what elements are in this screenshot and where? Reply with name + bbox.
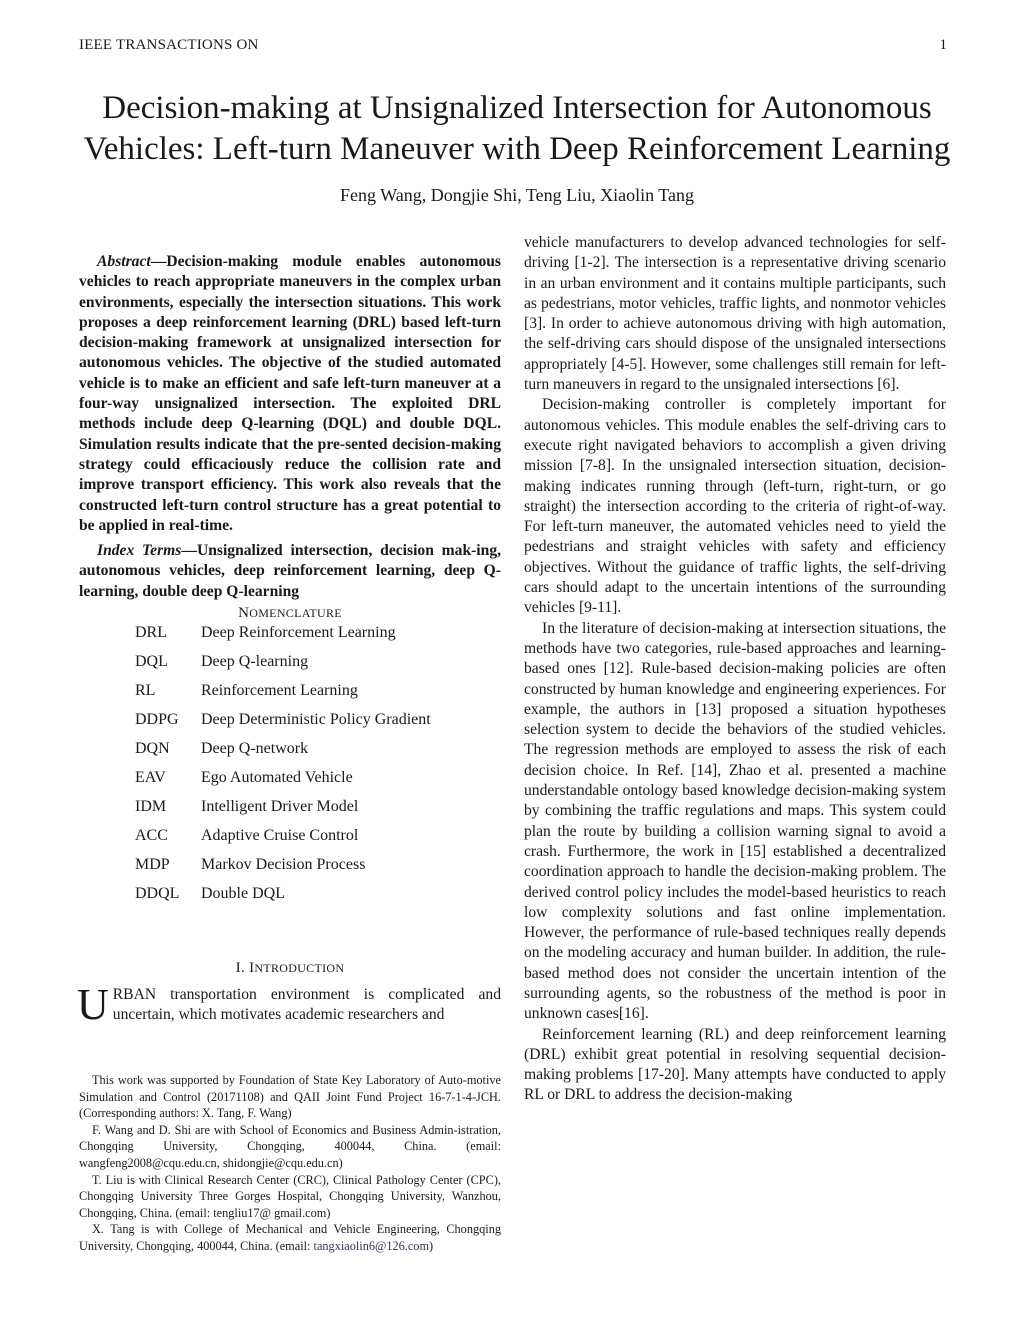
nomenclature-row bbox=[135, 797, 431, 826]
body-paragraph: vehicle manufacturers to develop advanced technologies for self-driving [1-2]. The intersection is a representative driving scenario in an urban environment and it contains multiple participants, such as pedestrians, motor vehicles, traffic lights, and nonmotor vehicles [3]. In order to achieve autonomous driving with high automation, the self-driving cars should dispose of the unsignaled intersections appropriately [4-5]. However, some challenges still remain for left-turn maneuvers in regard to the unsignaled intersections [6]. bbox=[524, 234, 946, 394]
nomenclature-row bbox=[135, 710, 431, 739]
nomenclature-meaning: Deep Q-network bbox=[201, 740, 309, 758]
title-line-1: Decision-making at Unsignalized Intersection for Autonomous bbox=[102, 90, 932, 126]
nomenclature-abbr: IDM bbox=[135, 798, 167, 816]
introduction-heading bbox=[79, 958, 501, 978]
page-number: 1 bbox=[939, 37, 947, 53]
author-list: Feng Wang, Dongjie Shi, Teng Liu, Xiaolin Tang bbox=[339, 185, 694, 205]
nomenclature-row bbox=[135, 826, 431, 855]
nomenclature-abbr: EAV bbox=[135, 769, 166, 787]
footnote-affiliation-liu: T. Liu is with Clinical Research Center (CRC), Clinical Pathology Center (CPC), Chongqing University Three Gorges Hospital, Chongqing University, Wanzhou, Chongqing, China. (email: tengliu17@ gmail.com) bbox=[79, 1172, 501, 1220]
index-terms-text: Unsignalized intersection, decision mak-ing, autonomous vehicles, deep reinforcement learning, deep Q-learning, double deep Q-learning bbox=[79, 542, 502, 600]
nomenclature-row bbox=[135, 768, 431, 797]
index-terms-dash: — bbox=[181, 542, 197, 560]
footnotes bbox=[79, 1072, 501, 1255]
introduction-first-paragraph bbox=[77, 979, 501, 1029]
introduction-number: I. bbox=[235, 960, 246, 977]
nomenclature-abbr: DDQL bbox=[135, 885, 180, 903]
nomenclature-meaning: Deep Q-learning bbox=[201, 653, 309, 671]
nomenclature-row bbox=[135, 652, 431, 681]
right-column bbox=[524, 233, 946, 1106]
index-terms bbox=[79, 541, 501, 602]
footnote-tang-close: ) bbox=[429, 1238, 434, 1253]
nomenclature-meaning: Adaptive Cruise Control bbox=[201, 827, 359, 845]
footnote-tang-email: tangxiaolin6@126.com bbox=[313, 1238, 430, 1253]
nomenclature-meaning: Ego Automated Vehicle bbox=[201, 769, 353, 787]
nomenclature-abbr: MDP bbox=[135, 856, 170, 874]
nomenclature-heading-rest: OMENCLATURE bbox=[249, 606, 342, 621]
body-paragraph: Reinforcement learning (RL) and deep reinforcement learning (DRL) exhibit great potential in resolving sequential decision-making problems [17-20]. Many attempts have conducted to apply RL or DRL to address the decision-making bbox=[524, 1025, 946, 1104]
drop-cap: U bbox=[77, 979, 109, 1029]
nomenclature-heading-initial: N bbox=[238, 605, 250, 622]
abstract-label: Abstract bbox=[97, 253, 151, 270]
body-paragraph: In the literature of decision-making at intersection situations, the methods have two categories, rule-based approaches and learning-based ones [12]. Rule-based decision-making policies are often constructed by human knowledge and engineering experiences. For example, the authors in [13] proposed a situation hypotheses selection system to decide the behaviors of the studied vehicles. The regression methods are employed to assess the risk of each decision choice. In Ref. [14], Zhao et al. presented a machine understandable ontology based knowledge decision-making system by combining the traffic regulations and maps. This system could plan the route by building a collision warning signal to avoid a crash. Furthermore, the work in [15] established a decentralized coordination approach to handle the decision-making problem. The derived control policy includes the model-based heuristics to reach low complexity solutions and fast online implementation. However, the performance of rule-based techniques really depends on the modeling accuracy and human builder. In addition, the rule-based method does not consider the uncertain intention of the surrounding agents, so the robustness of the method is poor in unknown cases[16]. bbox=[524, 619, 946, 1023]
introduction-heading-rest: NTRODUCTION bbox=[254, 961, 345, 976]
footnote-funding: This work was supported by Foundation of State Key Laboratory of Auto-motive Simulation and Control (20171108) and QAII Joint Fund Project 16-7-1-4-JCH. (Corresponding authors: X. Tang, F. Wang) bbox=[79, 1073, 501, 1121]
paper-title bbox=[40, 88, 994, 170]
nomenclature-meaning: Deep Deterministic Policy Gradient bbox=[201, 711, 431, 729]
nomenclature-row bbox=[135, 681, 431, 710]
footnote-affiliation-tang bbox=[79, 1221, 501, 1254]
abstract-text: Decision-making module enables autonomous vehicles to reach appropriate maneuvers in the complex urban environments, especially the intersection situations. This work proposes a deep reinforcement learning (DRL) based left-turn decision-making framework at unsignalized intersection for autonomous vehicles. The objective of the studied automated vehicle is to make an efficient and safe left-turn maneuver at a four-way unsignalized intersection. The exploited DRL methods include deep Q-learning (DQL) and double DQL. Simulation results indicate that the pre-sented decision-making strategy could efficaciously reduce the collision rate and improve transport efficiency. This work also reveals that the constructed left-turn control structure has a great potential to be applied in real-time. bbox=[79, 253, 501, 534]
nomenclature-abbr: DQN bbox=[135, 740, 170, 758]
footnote-tang-text: X. Tang is with College of Mechanical and Vehicle Engineering, Chongqing University, Chongqing, 400044, China. (email: bbox=[79, 1222, 501, 1253]
introduction-first-text: RBAN transportation environment is complicated and uncertain, which motivates academic researchers and bbox=[112, 985, 501, 1023]
body-paragraph: Decision-making controller is completely important for autonomous vehicles. This module enables the self-driving cars to execute right navigated behaviors to accomplish a given driving mission [7-8]. In the unsignaled intersection situation, decision-making indicates running through (left-turn, right-turn, or go straight) the intersection according to the criteria of right-of-way. For left-turn maneuver, the automated vehicles need to yield the pedestrians and straight vehicles with safety and efficiency objectives. Without the guidance of traffic lights, the self-driving cars should adapt to the uncertain intentions of the surrounding vehicles [9-11]. bbox=[524, 396, 946, 617]
nomenclature-table bbox=[135, 623, 431, 913]
abstract bbox=[79, 252, 501, 536]
introduction-heading-initial: I bbox=[249, 960, 255, 977]
left-column bbox=[77, 252, 502, 1029]
nomenclature-row bbox=[135, 884, 431, 913]
nomenclature-abbr: RL bbox=[135, 682, 156, 700]
nomenclature-meaning: Deep Reinforcement Learning bbox=[201, 624, 396, 642]
nomenclature-abbr: DQL bbox=[135, 653, 168, 671]
nomenclature-row bbox=[135, 855, 431, 884]
nomenclature-row bbox=[135, 623, 431, 652]
nomenclature-meaning: Intelligent Driver Model bbox=[201, 798, 359, 816]
nomenclature-meaning: Reinforcement Learning bbox=[201, 682, 358, 700]
running-head: IEEE TRANSACTIONS ON bbox=[79, 37, 259, 53]
nomenclature-row bbox=[135, 739, 431, 768]
footnote-affiliation-wang-shi: F. Wang and D. Shi are with School of Economics and Business Admin-istration, Chongqing University, Chongqing, 400044, China. (email: wangfeng2008@cqu.edu.cn, shidongjie@cqu.edu.cn) bbox=[79, 1122, 501, 1170]
nomenclature-abbr: DDPG bbox=[135, 711, 179, 729]
nomenclature-heading bbox=[79, 603, 501, 623]
nomenclature-meaning: Markov Decision Process bbox=[201, 856, 366, 874]
abstract-dash: — bbox=[150, 253, 167, 270]
index-terms-label: Index Terms bbox=[97, 542, 182, 560]
nomenclature-meaning: Double DQL bbox=[201, 885, 285, 903]
title-line-2: Vehicles: Left-turn Maneuver with Deep Reinforcement Learning bbox=[83, 131, 951, 167]
nomenclature-abbr: DRL bbox=[135, 624, 167, 642]
nomenclature-abbr: ACC bbox=[135, 827, 168, 845]
